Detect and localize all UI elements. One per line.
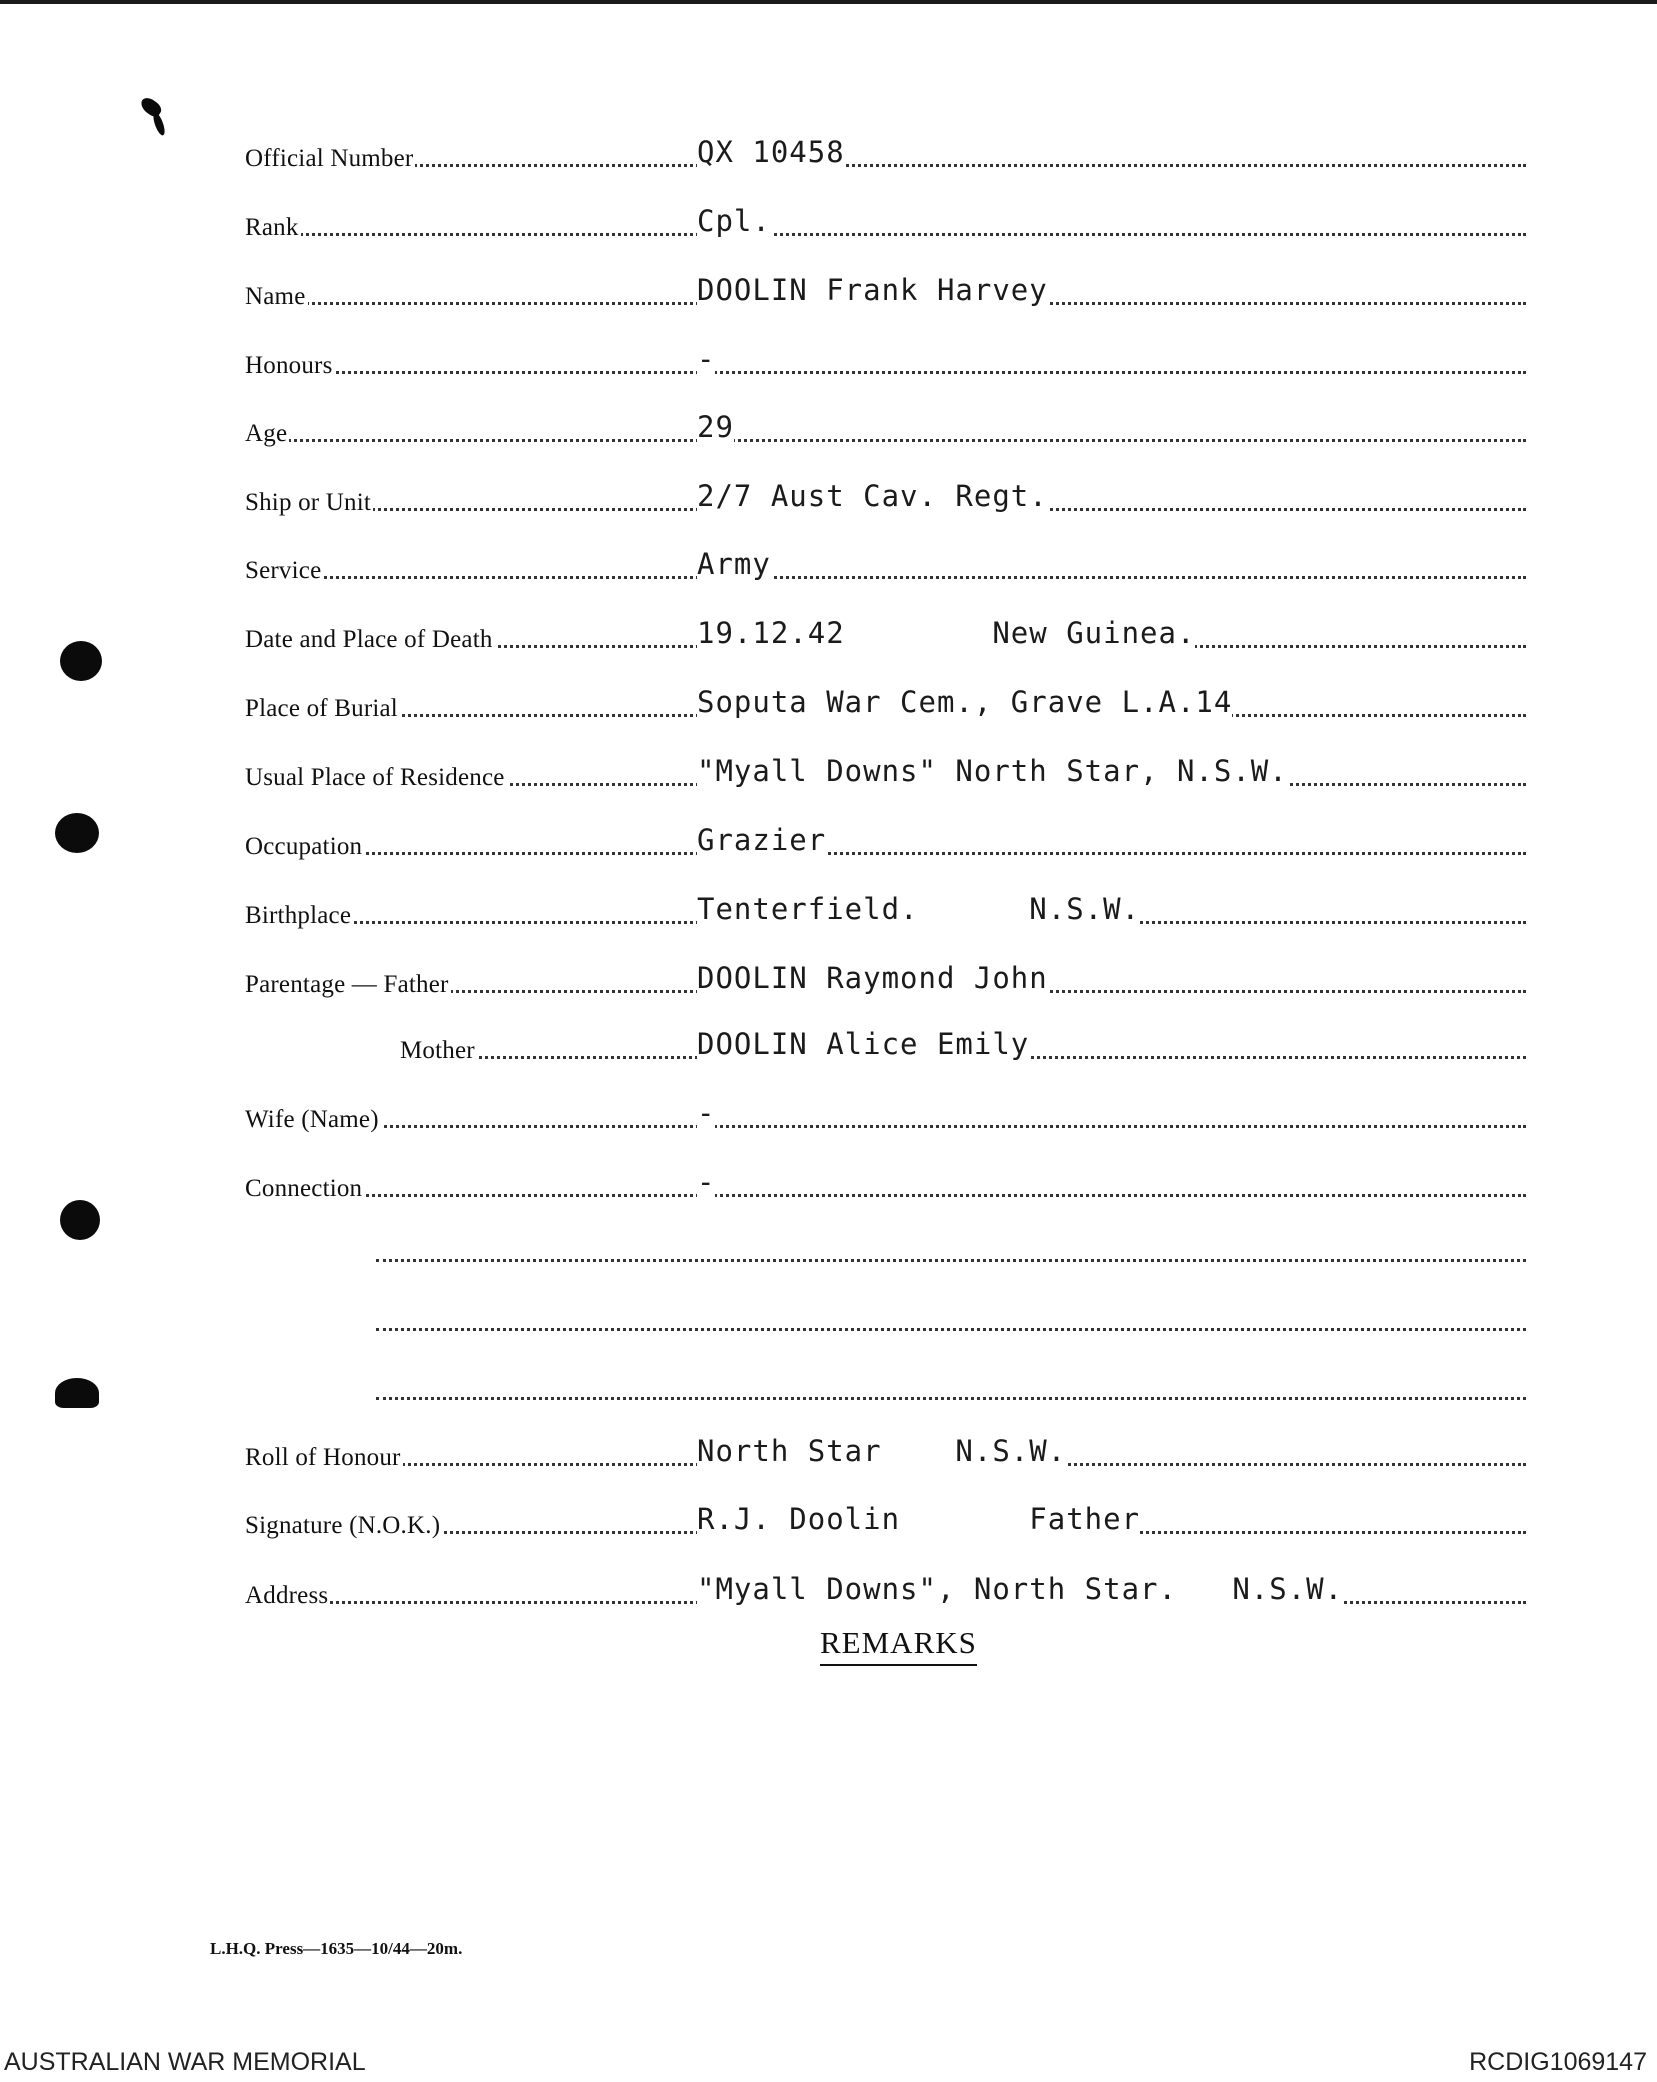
field-label-connection: Connection [245, 1175, 363, 1202]
field-value-name: DOOLIN Frank Harvey [697, 273, 1048, 307]
field-row-roll-of-honour [0, 1432, 1657, 1472]
field-label-signature: Signature (N.O.K.) [245, 1512, 441, 1539]
printer-note: L.H.Q. Press—1635—10/44—20m. [210, 1939, 463, 1958]
field-row-name [0, 271, 1657, 311]
field-value-usual-residence: "Myall Downs" North Star, N.S.W. [697, 754, 1288, 788]
field-row-signature [0, 1500, 1657, 1540]
field-row-usual-residence [0, 752, 1657, 792]
dotted-leader [265, 576, 1526, 579]
field-value-father: DOOLIN Raymond John [697, 961, 1048, 995]
field-value-rank: Cpl. [697, 204, 771, 238]
field-row-age [0, 408, 1657, 448]
dotted-leader [265, 1125, 1526, 1128]
blank-line [0, 1228, 1657, 1268]
blank-line [0, 1297, 1657, 1337]
remarks-heading: REMARKS [820, 1625, 977, 1666]
field-label-official-number: Official Number [245, 145, 414, 172]
dotted-leader [265, 371, 1526, 374]
field-value-date-place-death: 19.12.42 New Guinea. [697, 616, 1196, 650]
field-row-official-number [0, 133, 1657, 173]
field-row-birthplace [0, 890, 1657, 930]
field-value-occupation: Grazier [697, 823, 827, 857]
field-row-mother [0, 1025, 1657, 1065]
scan-top-edge [0, 0, 1657, 4]
field-label-wife: Wife (Name) [245, 1106, 379, 1133]
field-label-occupation: Occupation [245, 833, 363, 860]
field-value-connection: - [697, 1165, 716, 1199]
dotted-leader [265, 439, 1526, 442]
field-label-date-place-death: Date and Place of Death [245, 626, 493, 653]
field-value-age: 29 [697, 410, 734, 444]
field-row-address [0, 1570, 1657, 1610]
field-value-mother: DOOLIN Alice Emily [697, 1027, 1030, 1061]
field-value-place-of-burial: Soputa War Cem., Grave L.A.14 [697, 685, 1233, 719]
dotted-leader [265, 852, 1526, 855]
field-value-ship-or-unit: 2/7 Aust Cav. Regt. [697, 479, 1048, 513]
field-value-service: Army [697, 547, 771, 581]
field-value-official-number: QX 10458 [697, 135, 845, 169]
field-label-honours: Honours [245, 352, 333, 379]
dotted-leader [265, 233, 1526, 236]
field-value-signature: R.J. Doolin Father [697, 1502, 1141, 1536]
field-label-father: Parentage — Father [245, 971, 449, 998]
field-value-roll-of-honour: North Star N.S.W. [697, 1434, 1067, 1468]
field-row-wife [0, 1094, 1657, 1134]
record-id: RCDIG1069147 [1469, 2048, 1647, 2076]
field-row-date-place-death [0, 614, 1657, 654]
field-row-connection [0, 1163, 1657, 1203]
corner-mark [138, 95, 164, 119]
field-value-birthplace: Tenterfield. N.S.W. [697, 892, 1141, 926]
field-label-address: Address [245, 1582, 329, 1609]
field-value-honours: - [697, 342, 716, 376]
field-label-service: Service [245, 557, 322, 584]
field-value-wife: - [697, 1096, 716, 1130]
blank-line [0, 1366, 1657, 1406]
field-row-ship-or-unit [0, 477, 1657, 517]
field-label-name: Name [245, 283, 306, 310]
field-row-occupation [0, 821, 1657, 861]
dotted-leader [265, 1194, 1526, 1197]
institution-label: AUSTRALIAN WAR MEMORIAL [4, 2048, 366, 2076]
field-row-service [0, 545, 1657, 585]
dotted-leader [265, 164, 1526, 167]
field-label-mother: Mother [400, 1037, 475, 1064]
field-label-age: Age [245, 420, 288, 447]
field-label-roll-of-honour: Roll of Honour [245, 1444, 401, 1471]
field-label-usual-residence: Usual Place of Residence [245, 764, 505, 791]
field-row-place-of-burial [0, 683, 1657, 723]
field-row-father [0, 959, 1657, 999]
field-label-ship-or-unit: Ship or Unit [245, 489, 372, 516]
field-row-honours [0, 340, 1657, 380]
field-row-rank [0, 202, 1657, 242]
field-label-place-of-burial: Place of Burial [245, 695, 398, 722]
field-value-address: "Myall Downs", North Star. N.S.W. [697, 1572, 1344, 1606]
field-label-birthplace: Birthplace [245, 902, 352, 929]
field-label-rank: Rank [245, 214, 299, 241]
